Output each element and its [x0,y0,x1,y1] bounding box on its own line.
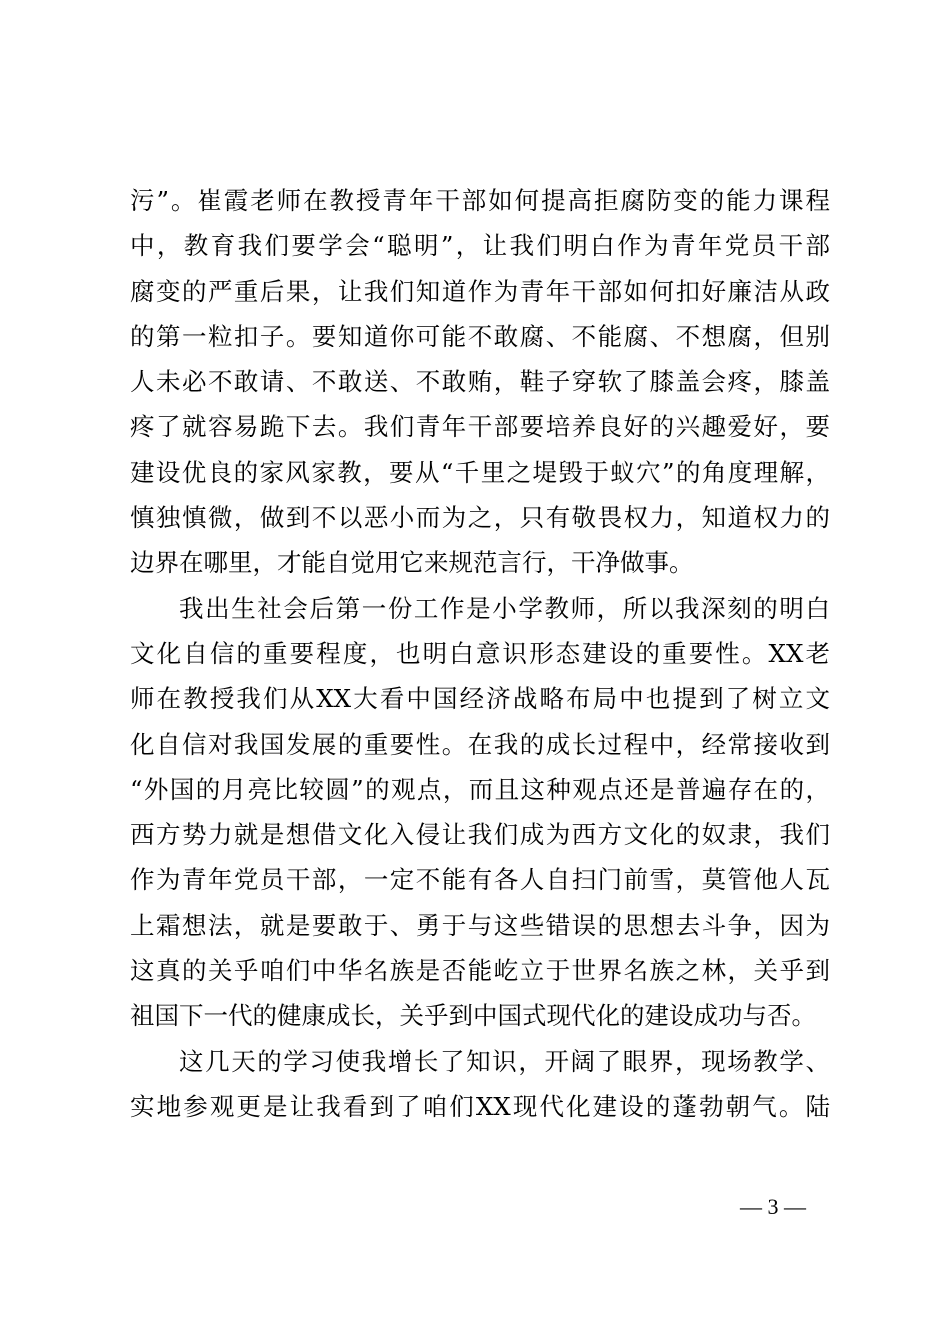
text-line: 这几天的学习使我增长了知识，开阔了眼界，现场教学、 [179,1046,830,1076]
text-line: 人未必不敢请、不敢送、不敢贿，鞋子穿软了膝盖会疼，膝盖 [130,367,830,397]
text-line: 污”。崔霞老师在教授青年干部如何提高拒腐防变的能力课程 [130,186,830,215]
text-line: “外国的月亮比较圆”的观点，而且这种观点还是普遍存在的， [130,774,830,804]
text-line: 师在教授我们从XX大看中国经济战略布局中也提到了树立文 [130,684,830,714]
text-line: 的第一粒扣子。要知道你可能不敢腐、不能腐、不想腐，但别 [130,321,830,351]
text-line: 中，教育我们要学会“聪明”，让我们明白作为青年党员干部 [130,231,830,261]
text-line: 作为青年党员干部，一定不能有各人自扫门前雪，莫管他人瓦 [130,865,830,895]
text-line: 我出生社会后第一份工作是小学教师，所以我深刻的明白 [179,593,830,623]
body-text [130,178,830,1129]
text-line: 化自信对我国发展的重要性。在我的成长过程中，经常接收到 [130,729,830,759]
text-line: 建设优良的家风家教，要从“千里之堤毁于蚁穴”的角度理解， [130,457,830,487]
text-line: 腐变的严重后果，让我们知道作为青年干部如何扣好廉洁从政 [130,276,830,306]
text-line: 疼了就容易跪下去。我们青年干部要培养良好的兴趣爱好，要 [130,412,830,442]
text-line: 慎独慎微，做到不以恶小而为之，只有敬畏权力，知道权力的 [130,503,830,533]
text-line: 祖国下一代的健康成长，关乎到中国式现代化的建设成功与否。 [130,1001,816,1031]
text-line: 边界在哪里，才能自觉用它来规范言行，干净做事。 [130,548,694,578]
page-number: — 3 — [740,1194,806,1219]
text-line: 这真的关乎咱们中华名族是否能屹立于世界名族之林，关乎到 [130,956,830,986]
text-line: 实地参观更是让我看到了咱们XX现代化建设的蓬勃朝气。陆 [130,1091,830,1121]
text-line: 上霜想法，就是要敢于、勇于与这些错误的思想去斗争，因为 [130,910,830,940]
text-line: 西方势力就是想借文化入侵让我们成为西方文化的奴隶，我们 [130,820,830,850]
text-line: 文化自信的重要程度，也明白意识形态建设的重要性。XX老 [130,638,830,668]
